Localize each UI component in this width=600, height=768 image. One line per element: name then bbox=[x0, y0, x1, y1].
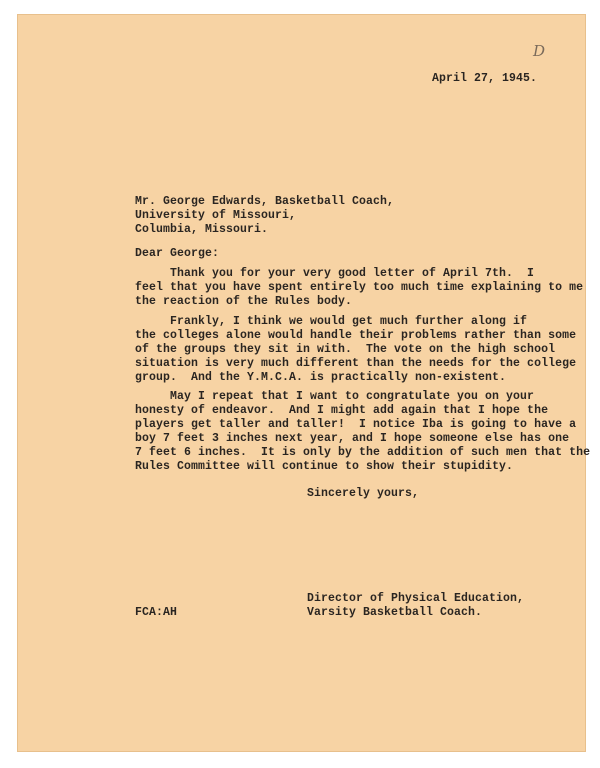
signature-title-line-1: Director of Physical Education, bbox=[307, 592, 525, 605]
paragraph-3-line: honesty of endeavor. And I might add again that I hope the bbox=[135, 404, 549, 417]
salutation: Dear George: bbox=[135, 247, 220, 260]
paragraph-2-line: situation is very much different than the needs for the college bbox=[135, 357, 577, 370]
letter-date: April 27, 1945. bbox=[432, 72, 538, 85]
paragraph-3-line: boy 7 feet 3 inches next year, and I hope someone else has one bbox=[135, 432, 570, 445]
page-mark: D bbox=[533, 42, 546, 60]
recipient-line-2: University of Missouri, bbox=[135, 209, 297, 222]
paragraph-2-line: the colleges alone would handle their problems rather than some bbox=[135, 329, 577, 342]
paragraph-1-line: the reaction of the Rules body. bbox=[135, 295, 353, 308]
paragraph-3-line: players get taller and taller! I notice Iba is going to have a bbox=[135, 418, 577, 431]
paragraph-3-line: 7 feet 6 inches. It is only by the addition of such men that the bbox=[135, 446, 591, 459]
paragraph-2-line: of the groups they sit in with. The vote on the high school bbox=[135, 343, 556, 356]
recipient-line-3: Columbia, Missouri. bbox=[135, 223, 269, 236]
closing: Sincerely yours, bbox=[307, 487, 420, 500]
paragraph-3-line: Rules Committee will continue to show their stupidity. bbox=[135, 460, 514, 473]
typist-initials: FCA:AH bbox=[135, 606, 178, 619]
paragraph-1-line: feel that you have spent entirely too much time explaining to me bbox=[135, 281, 584, 294]
paragraph-3-line: May I repeat that I want to congratulate you on your bbox=[135, 390, 535, 403]
recipient-line-1: Mr. George Edwards, Basketball Coach, bbox=[135, 195, 395, 208]
paragraph-1-line: Thank you for your very good letter of April 7th. I bbox=[135, 267, 535, 280]
paragraph-2-line: group. And the Y.M.C.A. is practically non-existent. bbox=[135, 371, 507, 384]
signature-title-line-2: Varsity Basketball Coach. bbox=[307, 606, 483, 619]
paragraph-2-line: Frankly, I think we would get much further along if bbox=[135, 315, 528, 328]
